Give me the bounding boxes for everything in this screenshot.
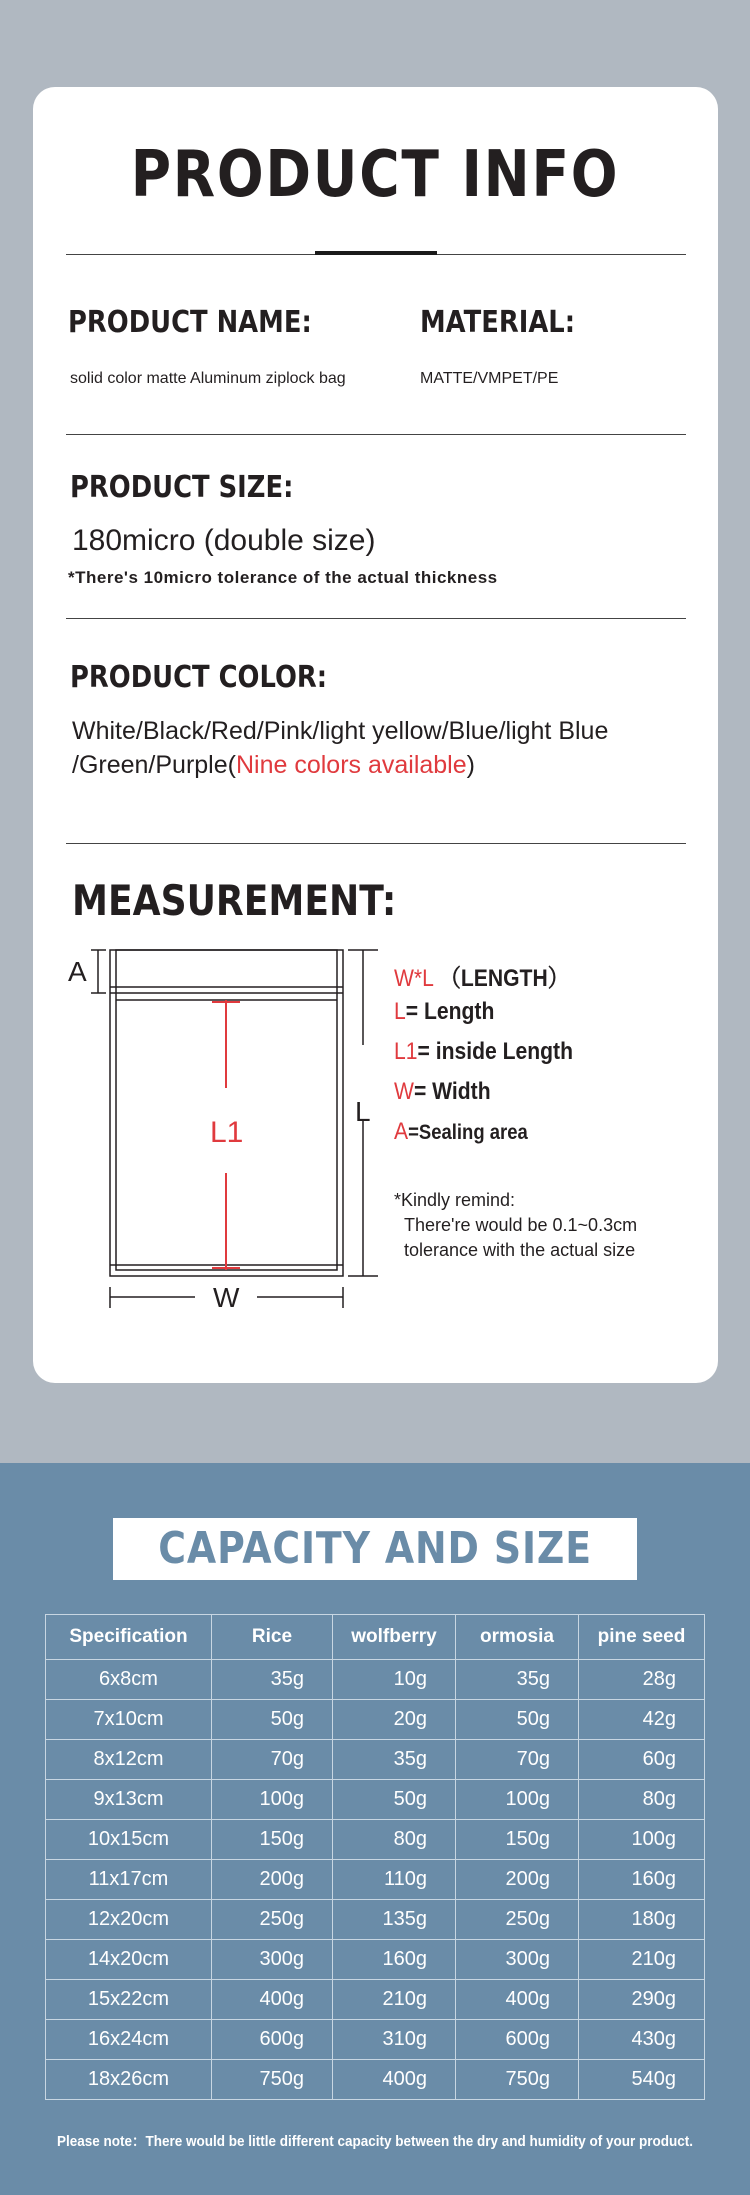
capacity-cell: 750g	[212, 2060, 333, 2100]
capacity-cell: 80g	[579, 1780, 705, 1820]
table-header-row	[46, 1615, 705, 1660]
legend-key: A	[394, 1118, 409, 1145]
legend-text: = inside Length	[417, 1038, 573, 1065]
a-label: A	[68, 956, 87, 987]
legend-text: =Sealing area	[408, 1121, 528, 1144]
kindly-remind-line2: tolerance with the actual size	[404, 1240, 636, 1260]
capacity-cell: 750g	[456, 2060, 579, 2100]
legend-text: = Length	[405, 998, 495, 1025]
legend-l	[394, 998, 494, 1026]
capacity-title-banner	[113, 1518, 637, 1580]
color-line2-prefix: /Green/Purple(	[72, 751, 236, 779]
capacity-cell: 290g	[579, 1980, 705, 2020]
capacity-cell: 35g	[212, 1660, 333, 1700]
product-color-heading: PRODUCT COLOR:	[70, 660, 328, 695]
capacity-cell: 28g	[579, 1660, 705, 1700]
l-label: L	[355, 1096, 371, 1127]
capacity-cell: 210g	[333, 1980, 456, 2020]
capacity-cell: 35g	[333, 1740, 456, 1780]
spec-cell: 11x17cm	[46, 1860, 212, 1900]
capacity-cell: 400g	[456, 1980, 579, 2020]
spec-cell: 6x8cm	[46, 1660, 212, 1700]
page-title: PRODUCT INFO	[130, 138, 620, 212]
capacity-cell: 300g	[456, 1940, 579, 1980]
legend-a	[394, 1118, 528, 1146]
capacity-title: CAPACITY AND SIZE	[158, 1523, 592, 1574]
table-header-cell: pine seed	[579, 1615, 705, 1660]
table-row	[46, 2020, 705, 2060]
spec-cell: 18x26cm	[46, 2060, 212, 2100]
spec-cell: 12x20cm	[46, 1900, 212, 1940]
capacity-cell: 150g	[212, 1820, 333, 1860]
capacity-cell: 160g	[333, 1940, 456, 1980]
table-header-cell: wolfberry	[333, 1615, 456, 1660]
capacity-cell: 250g	[212, 1900, 333, 1940]
capacity-cell: 300g	[212, 1940, 333, 1980]
divider	[66, 843, 686, 844]
capacity-cell: 60g	[579, 1740, 705, 1780]
product-size-note: *There's 10micro tolerance of the actual thickness	[68, 568, 498, 587]
legend-l1	[394, 1038, 573, 1066]
product-color-line2	[72, 751, 475, 780]
spec-cell: 7x10cm	[46, 1700, 212, 1740]
measurement-heading: MEASUREMENT:	[72, 876, 397, 925]
capacity-cell: 100g	[579, 1820, 705, 1860]
legend-key: W*L	[394, 965, 434, 992]
divider	[66, 434, 686, 435]
product-name-heading: PRODUCT NAME:	[68, 305, 312, 340]
capacity-cell: 150g	[456, 1820, 579, 1860]
capacity-cell: 310g	[333, 2020, 456, 2060]
capacity-cell: 110g	[333, 1860, 456, 1900]
spec-cell: 15x22cm	[46, 1980, 212, 2020]
capacity-cell: 250g	[456, 1900, 579, 1940]
table-header-cell: ormosia	[456, 1615, 579, 1660]
capacity-note: Please note：There would be little different capacity between the dry and humidity of your product.	[56, 2133, 694, 2150]
l1-label: L1	[210, 1116, 244, 1149]
capacity-cell: 100g	[456, 1780, 579, 1820]
product-size-heading: PRODUCT SIZE:	[70, 470, 294, 505]
table-row	[46, 1820, 705, 1860]
capacity-cell: 600g	[212, 2020, 333, 2060]
legend-key: L1	[394, 1038, 418, 1065]
capacity-cell: 600g	[456, 2020, 579, 2060]
spec-cell: 16x24cm	[46, 2020, 212, 2060]
capacity-cell: 100g	[212, 1780, 333, 1820]
product-color-line1: White/Black/Red/Pink/light yellow/Blue/light Blue	[72, 717, 609, 745]
capacity-cell: 400g	[212, 1980, 333, 2020]
legend-text: （LENGTH）	[439, 965, 569, 992]
capacity-table-body	[46, 1660, 705, 2100]
legend-key: L	[394, 998, 406, 1025]
capacity-cell: 70g	[212, 1740, 333, 1780]
legend-w	[394, 1078, 491, 1106]
product-size-value: 180micro (double size)	[72, 524, 376, 557]
capacity-table	[45, 1614, 705, 2100]
capacity-cell: 50g	[333, 1780, 456, 1820]
divider-accent	[315, 251, 437, 255]
spec-cell: 9x13cm	[46, 1780, 212, 1820]
product-name-value: solid color matte Aluminum ziplock bag	[70, 370, 346, 387]
table-row	[46, 1740, 705, 1780]
w-label: W	[213, 1282, 240, 1313]
capacity-cell: 70g	[456, 1740, 579, 1780]
table-row	[46, 1940, 705, 1980]
kindly-remind-title: *Kindly remind:	[394, 1190, 516, 1210]
capacity-cell: 35g	[456, 1660, 579, 1700]
capacity-cell: 20g	[333, 1700, 456, 1740]
material-heading: MATERIAL:	[420, 305, 576, 340]
color-line2-suffix: )	[466, 751, 475, 779]
capacity-cell: 200g	[456, 1860, 579, 1900]
spec-cell: 8x12cm	[46, 1740, 212, 1780]
capacity-cell: 180g	[579, 1900, 705, 1940]
capacity-cell: 210g	[579, 1940, 705, 1980]
bag-measurement-diagram	[60, 945, 390, 1320]
table-row	[46, 1660, 705, 1700]
divider	[66, 618, 686, 619]
nine-colors-note: Nine colors available	[235, 751, 467, 779]
table-row	[46, 1980, 705, 2020]
capacity-cell: 10g	[333, 1660, 456, 1700]
capacity-cell: 80g	[333, 1820, 456, 1860]
table-header-cell: Specification	[46, 1615, 212, 1660]
capacity-cell: 135g	[333, 1900, 456, 1940]
capacity-cell: 50g	[212, 1700, 333, 1740]
legend-text: = Width	[413, 1078, 491, 1105]
table-row	[46, 2060, 705, 2100]
table-row	[46, 1780, 705, 1820]
legend-key: W	[394, 1078, 414, 1105]
material-value: MATTE/VMPET/PE	[420, 370, 559, 387]
capacity-cell: 400g	[333, 2060, 456, 2100]
capacity-cell: 160g	[579, 1860, 705, 1900]
table-row	[46, 1900, 705, 1940]
capacity-cell: 200g	[212, 1860, 333, 1900]
table-row	[46, 1700, 705, 1740]
table-header-cell: Rice	[212, 1615, 333, 1660]
table-row	[46, 1860, 705, 1900]
capacity-cell: 540g	[579, 2060, 705, 2100]
kindly-remind-line1: There're would be 0.1~0.3cm	[404, 1215, 638, 1235]
legend-wl	[394, 958, 569, 993]
capacity-cell: 50g	[456, 1700, 579, 1740]
capacity-cell: 430g	[579, 2020, 705, 2060]
spec-cell: 14x20cm	[46, 1940, 212, 1980]
spec-cell: 10x15cm	[46, 1820, 212, 1860]
capacity-cell: 42g	[579, 1700, 705, 1740]
